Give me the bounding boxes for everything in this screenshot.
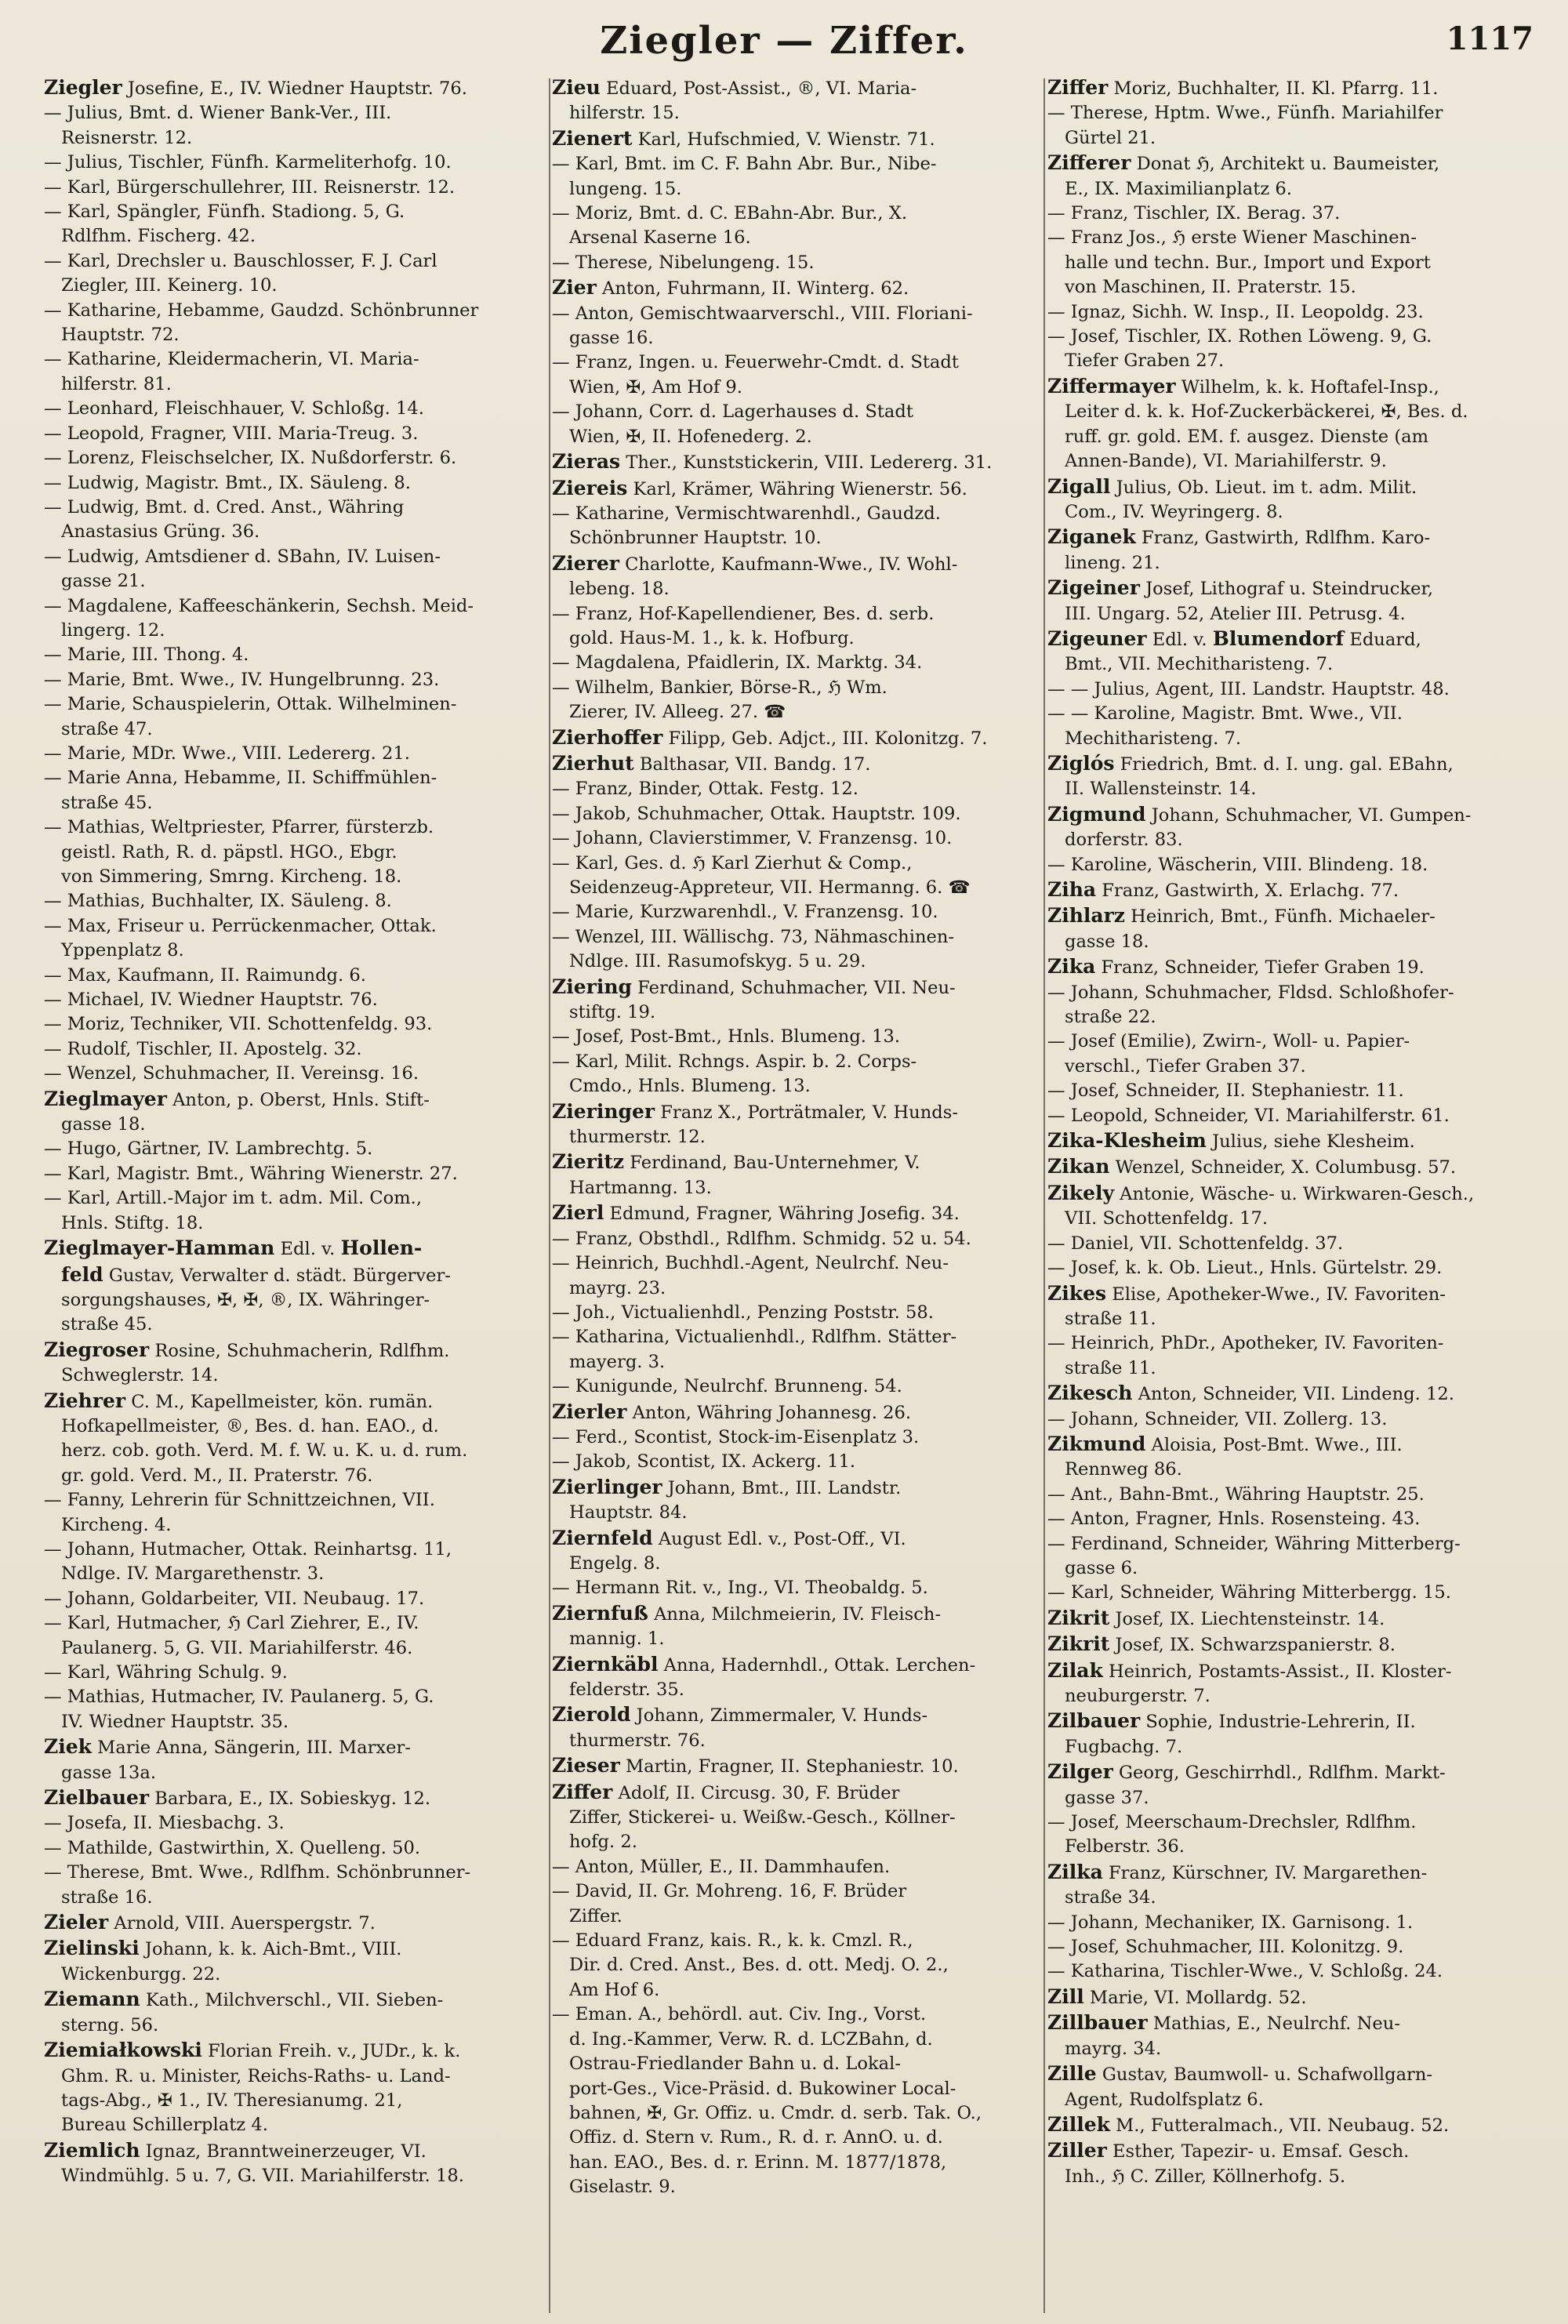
directory-entry-line: Zieu Eduard, Post-Assist., ®, VI. Maria- [552, 76, 917, 99]
directory-entry-line: — Rudolf, Tischler, II. Apostelg. 32. [44, 1038, 362, 1059]
directory-entry-line: — Johann, Schneider, VII. Zollerg. 13. [1047, 1408, 1388, 1429]
directory-entry-line: Zikmund Aloisia, Post-Bmt. Wwe., III. [1047, 1432, 1403, 1455]
directory-entry-line: straße 16. [61, 1886, 153, 1908]
directory-entry-line: d. Ing.-Kammer, Verw. R. d. LCZBahn, d. [569, 2028, 933, 2050]
directory-entry-line: thurmerstr. 76. [569, 1730, 706, 1751]
directory-entry-line: Ziering Ferdinand, Schuhmacher, VII. Neu- [552, 975, 956, 998]
directory-entry-line: — Michael, IV. Wiedner Hauptstr. 76. [44, 990, 378, 1011]
directory-entry-line: — Karl, Hutmacher, ℌ Carl Ziehrer, E., IV. [44, 1613, 419, 1634]
directory-entry-line: — Mathias, Hutmacher, IV. Paulanerg. 5, G. [44, 1687, 434, 1708]
directory-entry-line: — Leopold, Fragner, VIII. Maria-Treug. 3. [44, 423, 419, 444]
directory-entry-line: bahnen, ✠, Gr. Offiz. u. Cmdr. d. serb. Tak. O., [569, 2102, 982, 2123]
directory-entry-line: straße 22. [1065, 1007, 1156, 1028]
directory-entry-line: — Wenzel, Schuhmacher, II. Vereinsg. 16. [44, 1063, 419, 1084]
directory-entry-line: — Josef, Schuhmacher, III. Kolonitzg. 9. [1047, 1937, 1404, 1958]
directory-entry-line: gasse 21. [61, 571, 146, 592]
directory-entry-line: Reisnerstr. 12. [61, 127, 193, 148]
directory-entry-line: gasse 18. [61, 1114, 146, 1135]
directory-entry-line: Inh., ℌ C. Ziller, Köllnerhofg. 5. [1065, 2166, 1346, 2187]
directory-entry-line: — Jakob, Schuhmacher, Ottak. Hauptstr. 109. [552, 803, 961, 824]
directory-entry-line: — Katharina, Victualienhdl., Rdlfhm. Stätter- [552, 1327, 957, 1348]
directory-entry-line: — Mathias, Weltpriester, Pfarrer, fürsterzb. [44, 817, 434, 838]
directory-entry-line: Ziha Franz, Gastwirth, X. Erlachg. 77. [1047, 878, 1399, 901]
directory-entry-line: Ziffer, Stickerei- u. Weißw.-Gesch., Köllner- [569, 1807, 956, 1828]
directory-entry-line: lungeng. 15. [569, 178, 682, 199]
directory-entry-line: — Karoline, Wäscherin, VIII. Blindeng. 18. [1047, 854, 1428, 875]
directory-entry-line: gasse 13a. [61, 1762, 157, 1783]
directory-entry-line: herz. cob. goth. Verd. M. f. W. u. K. u. d. rum. [61, 1440, 468, 1462]
directory-entry-line: — Johann, Clavierstimmer, V. Franzensg. 10. [552, 828, 953, 849]
directory-entry-line: verschl., Tiefer Graben 37. [1065, 1055, 1306, 1077]
directory-entry-line: — Fanny, Lehrerin für Schnittzeichnen, VII. [44, 1490, 435, 1511]
directory-entry-line: gr. gold. Verd. M., II. Praterstr. 76. [61, 1465, 373, 1486]
directory-entry-line: — Daniel, VII. Schottenfeldg. 37. [1047, 1233, 1344, 1254]
directory-entry-line: geistl. Rath, R. d. päpstl. HGO., Ebgr. [61, 841, 397, 862]
directory-entry-line: Zielinski Johann, k. k. Aich-Bmt., VIII. [44, 1937, 402, 1960]
directory-entry-line: IV. Wiedner Hauptstr. 35. [61, 1711, 289, 1732]
column-left [44, 75, 552, 2318]
directory-entry-line: Hauptstr. 72. [61, 325, 180, 346]
column-right [1047, 75, 1549, 2318]
directory-entry-line: — Therese, Nibelungeng. 15. [552, 252, 815, 273]
directory-entry-line: Zieringer Franz X., Porträtmaler, V. Hunds- [552, 1099, 958, 1123]
directory-entry-line: Hauptstr. 84. [569, 1502, 688, 1523]
directory-entry-line: Zieras Ther., Kunststickerin, VIII. Ledererg. 31. [552, 450, 993, 474]
directory-entry-line: — Josef, k. k. Ob. Lieut., Hnls. Gürtelstr. 29. [1047, 1258, 1443, 1279]
directory-entry-line: hilferstr. 15. [569, 103, 680, 124]
directory-entry-line: Ziffermayer Wilhelm, k. k. Hoftafel-Insp., [1047, 374, 1439, 398]
directory-entry-line: gasse 18. [1065, 931, 1149, 952]
directory-entry-line: — Therese, Hptm. Wwe., Fünfh. Mariahilfer [1047, 103, 1443, 124]
directory-entry-line: Ziganek Franz, Gastwirth, Rdlfhm. Karo- [1047, 525, 1431, 549]
directory-entry-line: Hnls. Stiftg. 18. [61, 1212, 204, 1233]
directory-entry-line: Ziffer Adolf, II. Circusg. 30, F. Brüder [552, 1780, 900, 1803]
directory-entry-line: — Hugo, Gärtner, IV. Lambrechtg. 5. [44, 1138, 373, 1160]
directory-entry-line: — Katharine, Vermischtwarenhdl., Gaudzd. [552, 503, 941, 524]
directory-entry-line: — Ludwig, Bmt. d. Cred. Anst., Währing [44, 496, 405, 517]
running-head: Ziegler — Ziffer. [600, 19, 968, 63]
directory-entry-line: straße 45. [61, 792, 153, 813]
directory-entry-line: Ziffer. [569, 1905, 622, 1926]
directory-entry-line: — Karl, Bürgerschullehrer, III. Reisnerstr. 12. [44, 176, 456, 198]
directory-entry-line: sterng. 56. [61, 2014, 159, 2035]
directory-entry-line: Zierold Johann, Zimmermaler, V. Hunds- [552, 1703, 928, 1727]
directory-entry-line: Zikrit Josef, IX. Schwarzspanierstr. 8. [1047, 1632, 1396, 1656]
directory-entry-line: Zierlinger Johann, Bmt., III. Landstr. [552, 1475, 902, 1498]
directory-entry-line: Zieglmayer-Hamman Edl. v. Hollen- [44, 1236, 423, 1260]
directory-entry-line: — Josef, Tischler, IX. Rothen Löweng. 9, G. [1047, 326, 1432, 347]
directory-entry-line: Zierler Anton, Währing Johannesg. 26. [552, 1400, 912, 1423]
directory-entry-line: — Leopold, Schneider, VI. Mariahilferstr. 61. [1047, 1105, 1450, 1126]
directory-entry-line: — Anton, Müller, E., II. Dammhaufen. [552, 1856, 891, 1877]
directory-entry-line: straße 45. [61, 1314, 153, 1335]
directory-entry-line: — Ignaz, Sichh. W. Insp., II. Leopoldg. 23. [1047, 301, 1424, 322]
directory-entry-line: port-Ges., Vice-Präsid. d. Bukowiner Local- [569, 2078, 956, 2099]
directory-entry-line: Hofkapellmeister, ®, Bes. d. han. EAO., d. [61, 1415, 439, 1436]
directory-entry-line: — David, II. Gr. Mohreng. 16, F. Brüder [552, 1881, 907, 1902]
directory-entry-line: Zierer, IV. Alleeg. 27. ☎ [569, 702, 786, 723]
directory-entry-line: Ziernfeld August Edl. v., Post-Off., VI. [552, 1526, 906, 1549]
directory-entry-line: Bureau Schillerplatz 4. [61, 2115, 268, 2136]
directory-entry-line: — Heinrich, Buchhdl.-Agent, Neulrchf. Neu- [552, 1253, 949, 1274]
directory-entry-line: mayrg. 23. [569, 1277, 666, 1298]
directory-entry-line: Zigeiner Josef, Lithograf u. Steindrucker, [1047, 576, 1434, 600]
directory-entry-line: straße 11. [1065, 1357, 1156, 1378]
directory-entry-line: han. EAO., Bes. d. r. Erinn. M. 1877/1878, [569, 2152, 947, 2173]
directory-entry-line: Zillek M., Futteralmach., VII. Neubaug. 52. [1047, 2112, 1450, 2136]
directory-entry-line: Annen-Bande), VI. Mariahilferstr. 9. [1065, 451, 1387, 472]
directory-entry-line: — Ludwig, Magistr. Bmt., IX. Säuleng. 8. [44, 472, 411, 493]
directory-entry-line: — Johann, Corr. d. Lagerhauses d. Stadt [552, 401, 913, 423]
directory-entry-line: Rennweg 86. [1065, 1459, 1182, 1480]
directory-entry-line: — Karl, Milit. Rchngs. Aspir. b. 2. Corps- [552, 1051, 917, 1072]
directory-entry-line: Ziernkäbl Anna, Hadernhdl., Ottak. Lerchen- [552, 1652, 976, 1676]
directory-entry-line: — Josef, Post-Bmt., Hnls. Blumeng. 13. [552, 1026, 901, 1048]
directory-entry-line: Hartmanng. 13. [569, 1177, 712, 1198]
directory-entry-line: Ndlge. IV. Margarethenstr. 3. [61, 1563, 325, 1585]
directory-entry-line: Zillbauer Mathias, E., Neulrchf. Neu- [1047, 2011, 1400, 2035]
directory-entry-line: Ziehrer C. M., Kapellmeister, kön. rumän. [44, 1389, 434, 1412]
directory-entry-line: — Kunigunde, Neulrchf. Brunneng. 54. [552, 1376, 902, 1397]
directory-entry-line: von Maschinen, II. Praterstr. 15. [1065, 277, 1356, 298]
page-header [0, 14, 1568, 69]
directory-entry-line: Zierer Charlotte, Kaufmann-Wwe., IV. Wohl- [552, 551, 958, 575]
directory-entry-line: Ziegler, III. Keinerg. 10. [61, 275, 278, 296]
directory-entry-line: gasse 6. [1065, 1557, 1138, 1578]
page-number: 1117 [1446, 20, 1534, 57]
directory-entry-line: — Karl, Bmt. im C. F. Bahn Abr. Bur., Nibe- [552, 154, 937, 175]
directory-entry-line: Paulanerg. 5, G. VII. Mariahilferstr. 46. [61, 1637, 413, 1658]
directory-entry-line: Ghm. R. u. Minister, Reichs-Raths- u. Land- [61, 2065, 451, 2086]
directory-entry-line: Zille Gustav, Baumwoll- u. Schafwollgarn- [1047, 2062, 1433, 2086]
directory-entry-line: Kircheng. 4. [61, 1514, 172, 1535]
directory-entry-line: — Franz, Obsthdl., Rdlfhm. Schmidg. 52 u. 54. [552, 1228, 971, 1249]
directory-entry-line: Fugbachg. 7. [1065, 1736, 1183, 1757]
directory-entry-line: — Katharina, Tischler-Wwe., V. Schloßg. 24. [1047, 1961, 1443, 1982]
directory-entry-line: Schweglerstr. 14. [61, 1365, 219, 1386]
directory-entry-line: Ndlge. III. Rasumofskyg. 5 u. 29. [569, 951, 866, 972]
directory-entry-line: — Wenzel, III. Wällischg. 73, Nähmaschinen- [552, 926, 955, 947]
directory-entry-line: — Marie, Schauspielerin, Ottak. Wilhelminen- [44, 694, 457, 715]
directory-entry-line: dorferstr. 83. [1065, 830, 1183, 851]
directory-entry-line: — Ant., Bahn-Bmt., Währing Hauptstr. 25. [1047, 1483, 1425, 1505]
directory-entry-line: Zika-Klesheim Julius, siehe Klesheim. [1047, 1129, 1415, 1153]
directory-entry-line: Dir. d. Cred. Anst., Bes. d. ott. Medj. O. 2., [569, 1955, 949, 1976]
directory-entry-line: tags-Abg., ✠ 1., IV. Theresianumg. 21, [61, 2090, 403, 2111]
directory-entry-line: Wickenburgg. 22. [61, 1963, 221, 1984]
directory-entry-line: — Franz, Binder, Ottak. Festg. 12. [552, 779, 858, 800]
directory-entry-line: — Marie, Bmt. Wwe., IV. Hungelbrunng. 23. [44, 669, 440, 690]
directory-entry-line: — Johann, Goldarbeiter, VII. Neubaug. 17. [44, 1588, 425, 1609]
directory-entry-line: lebeng. 18. [569, 579, 670, 600]
directory-entry-line: — Johann, Mechaniker, IX. Garnisong. 1. [1047, 1912, 1414, 1933]
directory-entry-line: — Johann, Schuhmacher, Fldsd. Schloßhofer- [1047, 982, 1454, 1003]
directory-entry-line: straße 34. [1065, 1887, 1156, 1908]
directory-entry-line: stiftg. 19. [569, 1002, 656, 1023]
directory-entry-line: — Joh., Victualienhdl., Penzing Poststr. 58. [552, 1302, 934, 1323]
directory-entry-line: — Wilhelm, Bankier, Börse-R., ℌ Wm. [552, 677, 887, 698]
directory-entry-line: — — Karoline, Magistr. Bmt. Wwe., VII. [1047, 703, 1403, 724]
directory-entry-line: felderstr. 35. [569, 1679, 684, 1700]
directory-entry-line: Ziemiałkowski Florian Freih. v., JUDr., k. k. [44, 2039, 461, 2062]
directory-entry-line: — Hermann Rit. v., Ing., VI. Theobaldg. 5. [552, 1578, 928, 1599]
directory-entry-line: Zilka Franz, Kürschner, IV. Margarethen- [1047, 1860, 1428, 1883]
directory-entry-line: Bmt., VII. Mechitharisteng. 7. [1065, 654, 1334, 675]
directory-entry-line: — Heinrich, PhDr., Apotheker, IV. Favoriten- [1047, 1333, 1444, 1354]
directory-entry-line: Giselastr. 9. [569, 2177, 676, 2198]
directory-entry-line: Zieler Arnold, VIII. Auerspergstr. 7. [44, 1911, 376, 1934]
directory-entry-line: mayerg. 3. [569, 1351, 666, 1372]
directory-entry-line: — Ferd., Scontist, Stock-im-Eisenplatz 3. [552, 1426, 920, 1447]
directory-entry-line: — Jakob, Scontist, IX. Ackerg. 11. [552, 1451, 856, 1472]
directory-entry-line: — Mathilde, Gastwirthin, X. Quelleng. 50. [44, 1837, 421, 1858]
directory-entry-line: — Karl, Ges. d. ℌ Karl Zierhut & Comp., [552, 852, 913, 873]
directory-entry-line: — Marie, III. Thong. 4. [44, 645, 249, 666]
directory-entry-line: Zikan Wenzel, Schneider, X. Columbusg. 57. [1047, 1155, 1457, 1178]
directory-entry-line: Am Hof 6. [569, 1979, 660, 2000]
directory-entry-line: Ziegroser Rosine, Schuhmacherin, Rdlfhm. [44, 1338, 450, 1361]
directory-entry-line: Zierl Edmund, Fragner, Währing Josefig. 34. [552, 1201, 960, 1225]
directory-entry-line: lingerg. 12. [61, 619, 165, 641]
directory-entry-line: Zieser Martin, Fragner, II. Stephaniestr. 10. [552, 1754, 959, 1777]
directory-entry-line: — Lorenz, Fleischselcher, IX. Nußdorferstr. 6. [44, 448, 457, 469]
directory-entry-line: Tiefer Graben 27. [1065, 350, 1225, 372]
directory-entry-line: — Max, Kaufmann, II. Raimundg. 6. [44, 964, 366, 986]
directory-entry-line: Anastasius Grüng. 36. [61, 521, 260, 543]
directory-entry-line: — Franz, Tischler, IX. Berag. 37. [1047, 203, 1341, 224]
directory-entry-line: — Eman. A., behördl. aut. Civ. Ing., Vorst. [552, 2004, 927, 2025]
column-middle [552, 75, 1046, 2318]
directory-entry-line: lineng. 21. [1065, 552, 1160, 573]
directory-entry-line: — Marie, MDr. Wwe., VIII. Ledererg. 21. [44, 743, 410, 764]
directory-entry-line: Cmdo., Hnls. Blumeng. 13. [569, 1076, 811, 1097]
directory-entry-line: Zieglmayer Anton, p. Oberst, Hnls. Stift- [44, 1087, 430, 1110]
directory-entry-line: straße 11. [1065, 1308, 1156, 1329]
directory-entry-line: Zilger Georg, Geschirrhdl., Rdlfhm. Markt- [1047, 1760, 1446, 1784]
directory-entry-line: Rdlfhm. Fischerg. 42. [61, 226, 256, 247]
directory-entry-line: Zika Franz, Schneider, Tiefer Graben 19. [1047, 955, 1425, 979]
directory-entry-line: E., IX. Maximilianplatz 6. [1065, 178, 1292, 199]
directory-entry-line: neuburgerstr. 7. [1065, 1686, 1210, 1706]
directory-entry-line: — Eduard Franz, kais. R., k. k. Cmzl. R., [552, 1930, 913, 1952]
directory-entry-line: — Moriz, Techniker, VII. Schottenfeldg. 93. [44, 1014, 433, 1035]
directory-entry-line: — Leonhard, Fleischhauer, V. Schloßg. 14. [44, 398, 424, 419]
directory-entry-line: — Mathias, Buchhalter, IX. Säuleng. 8. [44, 891, 392, 912]
directory-entry-line: Mechitharisteng. 7. [1065, 728, 1242, 749]
directory-entry-line: von Simmering, Smrng. Kircheng. 18. [61, 866, 402, 887]
directory-entry-line: Zielbauer Barbara, E., IX. Sobieskyg. 12. [44, 1786, 431, 1810]
directory-entry-line: Zikely Antonie, Wäsche- u. Wirkwaren-Gesch., [1047, 1181, 1475, 1204]
directory-entry-line: — Josef, Meerschaum-Drechsler, Rdlfhm. [1047, 1812, 1417, 1833]
directory-entry-line: gold. Haus-M. 1., k. k. Hofburg. [569, 627, 855, 648]
directory-entry-line: Zihlarz Heinrich, Bmt., Fünfh. Michaeler- [1047, 904, 1436, 928]
directory-entry-line: — Magdalene, Kaffeeschänkerin, Sechsh. Meid- [44, 595, 474, 616]
directory-columns [0, 75, 1568, 2318]
directory-entry-line: Ziglós Friedrich, Bmt. d. I. ung. gal. EBahn, [1047, 751, 1454, 775]
directory-entry-line: Ziereis Karl, Krämer, Währing Wienerstr. 56. [552, 476, 967, 499]
directory-entry-line: Zikrit Josef, IX. Liechtensteinstr. 14. [1047, 1606, 1385, 1629]
directory-entry-line: — Magdalena, Pfaidlerin, IX. Marktg. 34. [552, 652, 923, 674]
directory-entry-line: — Karl, Drechsler u. Bauschlosser, F. J. Carl [44, 250, 437, 271]
directory-entry-line: Zifferer Donat ℌ, Architekt u. Baumeister, [1047, 151, 1440, 175]
directory-entry-line: mayrg. 34. [1065, 2038, 1162, 2059]
directory-entry-line: — Franz, Ingen. u. Feuerwehr-Cmdt. d. Stadt [552, 352, 959, 373]
directory-entry-line: Ziller Esther, Tapezir- u. Emsaf. Gesch. [1047, 2139, 1410, 2162]
directory-entry-line: — Katharine, Kleidermacherin, VI. Maria- [44, 349, 419, 370]
directory-entry-line: Zierhoffer Filipp, Geb. Adjct., III. Kolonitzg. 7. [552, 725, 988, 749]
directory-entry-line: Leiter d. k. k. Hof-Zuckerbäckerei, ✠, Bes. d. [1065, 401, 1468, 423]
directory-entry-line: gasse 37. [1065, 1787, 1149, 1808]
directory-entry-line: Zilbauer Sophie, Industrie-Lehrerin, II. [1047, 1709, 1416, 1733]
directory-entry-line: mannig. 1. [569, 1629, 665, 1650]
directory-entry-line: — Johann, Hutmacher, Ottak. Reinhartsg. 11, [44, 1538, 452, 1560]
directory-entry-line: Engelg. 8. [569, 1552, 661, 1574]
directory-entry-line: — Anton, Gemischtwaarverschl., VIII. Floriani- [552, 303, 973, 324]
directory-entry-line: Ziegler Josefine, E., IV. Wiedner Hauptstr. 76. [44, 76, 467, 99]
directory-entry-line: VII. Schottenfeldg. 17. [1065, 1208, 1269, 1229]
directory-entry-line: Zigeuner Edl. v. Blumendorf Eduard, [1047, 626, 1421, 650]
directory-entry-line: — Karl, Artill.-Major im t. adm. Mil. Com., [44, 1188, 423, 1209]
directory-entry-line: — Julius, Bmt. d. Wiener Bank-Ver., III. [44, 103, 392, 124]
directory-entry-line: Zienert Karl, Hufschmied, V. Wienstr. 71. [552, 126, 935, 150]
directory-entry-line: — Julius, Tischler, Fünfh. Karmeliterhofg. 10. [44, 152, 452, 173]
directory-entry-line: Ostrau-Friedlander Bahn u. d. Lokal- [569, 2053, 901, 2075]
directory-entry-line: Zierhut Balthasar, VII. Bandg. 17. [552, 751, 871, 775]
directory-entry-line: Arsenal Kaserne 16. [569, 227, 751, 249]
directory-entry-line: Yppenplatz 8. [61, 940, 184, 961]
directory-entry-line: sorgungshauses, ✠, ✠, ®, IX. Währinger- [61, 1289, 430, 1310]
directory-entry-line: feld Gustav, Verwalter d. städt. Bürgerver- [61, 1262, 451, 1286]
directory-entry-line: Windmühlg. 5 u. 7, G. VII. Mariahilferstr. 18. [61, 2166, 464, 2187]
directory-entry-line: Zieritz Ferdinand, Bau-Unternehmer, V. [552, 1150, 920, 1174]
directory-entry-line: II. Wallensteinstr. 14. [1065, 779, 1257, 800]
directory-entry-line: — Josefa, II. Miesbachg. 3. [44, 1813, 285, 1834]
directory-entry-line: Zikes Elise, Apotheker-Wwe., IV. Favoriten- [1047, 1281, 1446, 1305]
directory-entry-line: — Franz, Hof-Kapellendiener, Bes. d. serb. [552, 603, 935, 624]
directory-entry-line: Zill Marie, VI. Mollardg. 52. [1047, 1984, 1307, 2008]
directory-entry-line: — Max, Friseur u. Perrückenmacher, Ottak. [44, 915, 437, 936]
directory-entry-line: Wien, ✠, Am Hof 9. [569, 376, 742, 398]
directory-entry-line: — Anton, Fragner, Hnls. Rosensteing. 43. [1047, 1509, 1421, 1530]
directory-entry-line: ruff. gr. gold. EM. f. ausgez. Dienste (am [1065, 426, 1429, 447]
directory-entry-line: — Karl, Spängler, Fünfh. Stadiong. 5, G. [44, 202, 405, 223]
directory-entry-line: Gürtel 21. [1065, 127, 1156, 148]
directory-entry-line: Ziek Marie Anna, Sängerin, III. Marxer- [44, 1735, 411, 1759]
directory-entry-line: — Josef (Emilie), Zwirn-, Woll- u. Papier- [1047, 1031, 1410, 1052]
directory-entry-line: — Therese, Bmt. Wwe., Rdlfhm. Schönbrunner- [44, 1862, 471, 1883]
directory-entry-line: Zikesch Anton, Schneider, VII. Lindeng. 12. [1047, 1382, 1454, 1405]
directory-entry-line: Zier Anton, Fuhrmann, II. Winterg. 62. [552, 276, 909, 300]
directory-entry-line: — Josef, Schneider, II. Stephaniestr. 11. [1047, 1080, 1404, 1102]
directory-entry-line: III. Ungarg. 52, Atelier III. Petrusg. 4. [1065, 603, 1406, 624]
directory-entry-line: gasse 16. [569, 328, 654, 349]
directory-entry-line: Ziffer Moriz, Buchhalter, II. Kl. Pfarrg. 11. [1047, 76, 1439, 99]
directory-entry-line: Wien, ✠, II. Hofenederg. 2. [569, 426, 812, 447]
directory-entry-line: — Ludwig, Amtsdiener d. SBahn, IV. Luisen- [44, 546, 441, 567]
directory-entry-line: Ziemann Kath., Milchverschl., VII. Sieben- [44, 1988, 444, 2011]
directory-entry-line: Com., IV. Weyringerg. 8. [1065, 501, 1283, 522]
directory-entry-line: — Moriz, Bmt. d. C. EBahn-Abr. Bur., X. [552, 203, 907, 224]
directory-entry-line: — Ferdinand, Schneider, Währing Mitterberg- [1047, 1533, 1461, 1554]
directory-entry-line: Ziernfuß Anna, Milchmeierin, IV. Fleisch- [552, 1601, 942, 1625]
directory-entry-line: — Katharine, Hebamme, Gaudzd. Schönbrunner [44, 300, 479, 321]
directory-entry-line: — Marie, Kurzwarenhdl., V. Franzensg. 10. [552, 902, 938, 923]
directory-entry-line: Agent, Rudolfsplatz 6. [1065, 2089, 1264, 2110]
directory-entry-line: halle und techn. Bur., Import und Export [1065, 252, 1431, 273]
directory-entry-line: — Karl, Schneider, Währing Mitterbergg. 15. [1047, 1582, 1451, 1603]
directory-entry-line: — Karl, Magistr. Bmt., Währing Wienerstr. 27. [44, 1163, 458, 1184]
directory-entry-line: — Karl, Währing Schulg. 9. [44, 1662, 288, 1683]
directory-entry-line: Zigall Julius, Ob. Lieut. im t. adm. Milit. [1047, 474, 1417, 498]
directory-entry-line: Felberstr. 36. [1065, 1836, 1185, 1857]
directory-entry-line: Offiz. d. Stern v. Rum., R. d. r. AnnO. u. d. [569, 2127, 943, 2148]
directory-entry-line: Schönbrunner Hauptstr. 10. [569, 528, 822, 549]
directory-entry-line: — — Julius, Agent, III. Landstr. Hauptstr. 48. [1047, 678, 1450, 699]
directory-entry-line: thurmerstr. 12. [569, 1127, 706, 1148]
directory-entry-line: — Franz Jos., ℌ erste Wiener Maschinen- [1047, 227, 1417, 249]
directory-entry-line: straße 47. [61, 718, 153, 739]
directory-entry-line: Zilak Heinrich, Postamts-Assist., II. Kloster- [1047, 1658, 1452, 1682]
directory-entry-line: hilferstr. 81. [61, 373, 172, 394]
directory-entry-line: Ziemlich Ignaz, Branntweinerzeuger, VI. [44, 2138, 426, 2162]
directory-entry-line: Zigmund Johann, Schuhmacher, VI. Gumpen- [1047, 802, 1472, 826]
directory-entry-line: Seidenzeug-Appreteur, VII. Hermanng. 6. ☎ [569, 877, 971, 898]
directory-entry-line: hofg. 2. [569, 1832, 637, 1853]
directory-entry-line: — Marie Anna, Hebamme, II. Schiffmühlen- [44, 768, 437, 789]
